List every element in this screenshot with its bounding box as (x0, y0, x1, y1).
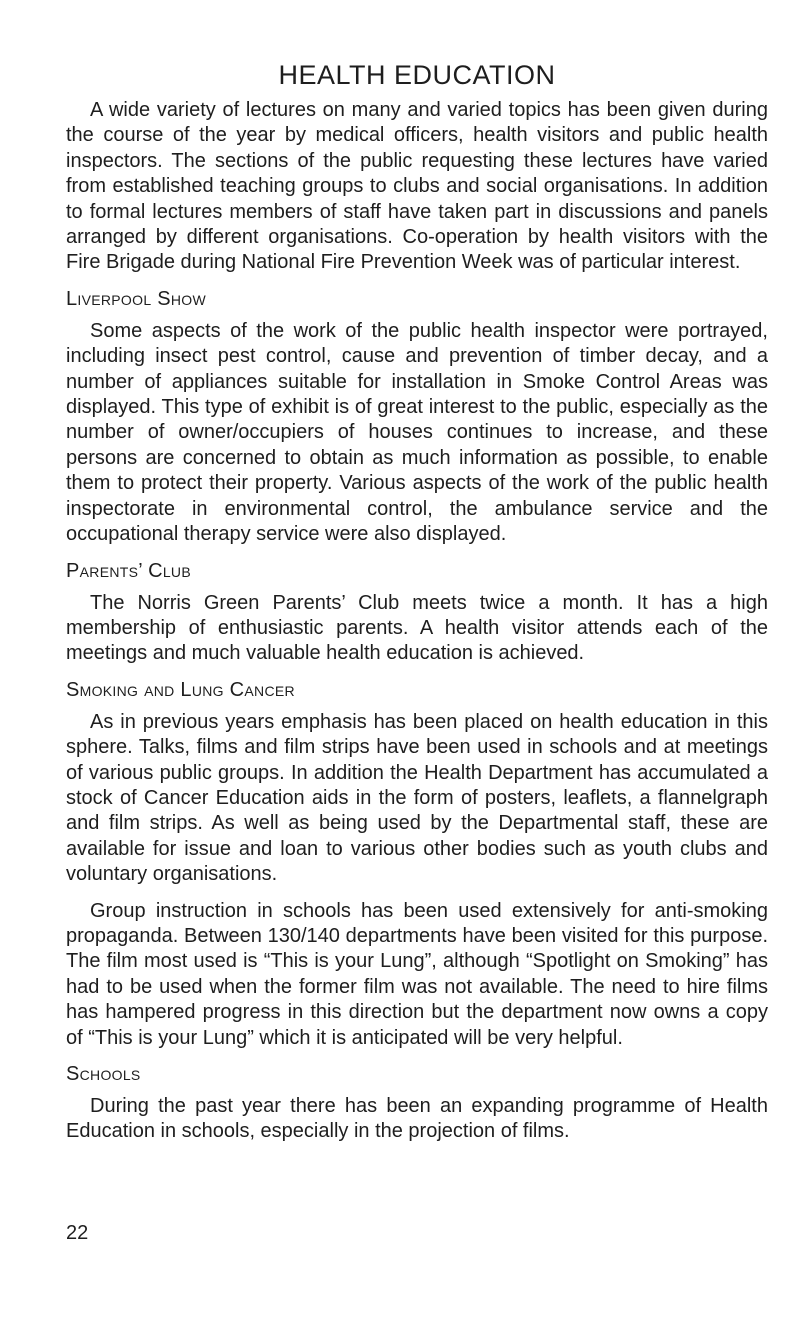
section-parents-club (66, 559, 768, 667)
section-paragraph: During the past year there has been an expanding programme of Health Education in schools, especially in the projection of films. (66, 1095, 768, 1143)
section-paragraph: Some aspects of the work of the public health inspector were portrayed, including insect pest control, cause and prevention of timber decay, and a number of appliances suitable for installation in Smoke Control Areas was displayed. This type of exhibit is of great interest to the public, especially as the number of owner/occupiers of houses continues to increase, and these persons are concerned to obtain as much information as possible, to enable them to protect their property. Various aspects of the work of the public health inspectorate in environmental control, the ambulance service and the occupational therapy service were also displayed. (66, 319, 768, 546)
document-page (66, 58, 768, 1156)
section-heading-schools: Schools (66, 1063, 141, 1085)
intro-paragraph: A wide variety of lectures on many and varied topics has been given during the course of the year by medical officers, health visitors and public health inspectors. The sections of the public requesting these lectures have varied from established teaching groups to clubs and social organisations. In addition to formal lectures members of staff have taken part in discussions and panels arranged by different organisations. Co-operation by health visitors with the Fire Brigade during National Fire Prevention Week was of particular interest. (66, 99, 768, 274)
section-paragraph: As in previous years emphasis has been placed on health education in this sphere. Talks, films and film strips have been used in schools and at meetings of various public groups. In addition the Health Department has accumulated a stock of Cancer Education aids in the form of posters, leaflets, a flannelgraph and film strips. As well as being used by the Departmental staff, these are available for issue and loan to various other bodies such as youth clubs and voluntary organisations. (66, 710, 768, 886)
section-heading-parents-club: Parents’ Club (66, 559, 191, 582)
section-paragraph: The Norris Green Parents’ Club meets twice a month. It has a high membership of enthusiastic parents. A health visitor attends each of the meetings and much valuable health education is achieved. (66, 591, 768, 665)
page-number: 22 (66, 1222, 89, 1244)
section-heading-liverpool-show: Liverpool Show (66, 287, 207, 310)
section-smoking-lung-cancer (66, 678, 768, 1051)
section-schools (66, 1062, 768, 1145)
section-paragraph: Group instruction in schools has been used extensively for anti-smoking propaganda. Between 130/140 departments have been visited for this purpose. The film most used is “This is your Lung”, although “Spotlight on Smoking” has had to be used when the former film was not available. The need to hire films has hampered progress in this direction but the department now owns a copy of “This is your Lung” which it is anticipated will be very helpful. (66, 899, 768, 1049)
page-title: HEALTH EDUCATION (278, 60, 556, 90)
section-liverpool-show (66, 287, 768, 548)
section-heading-smoking-lung-cancer: Smoking and Lung Cancer (66, 678, 295, 701)
